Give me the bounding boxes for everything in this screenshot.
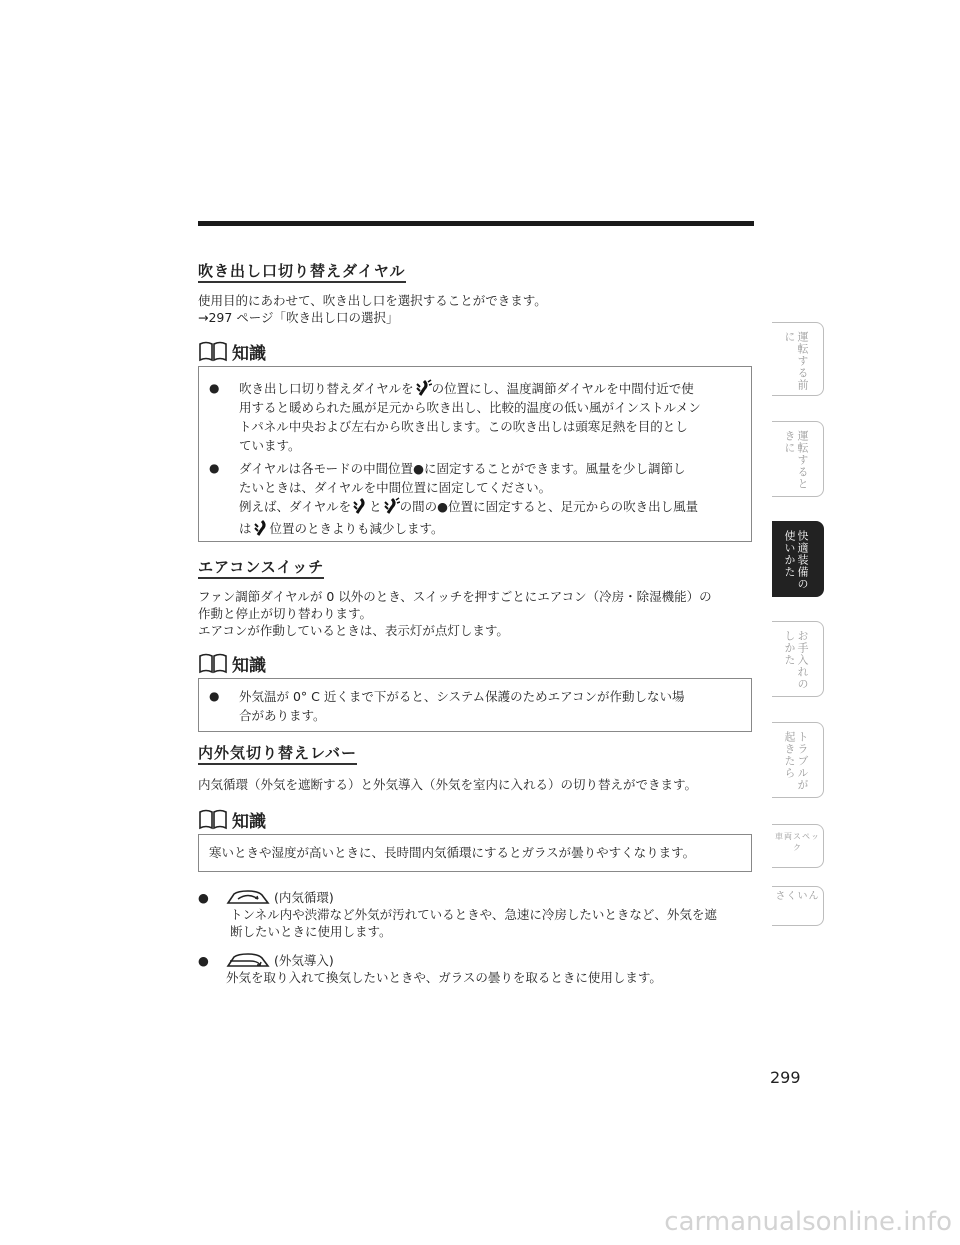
section-title-ac-switch: エアコンスイッチ (198, 558, 324, 579)
header-rule (198, 221, 754, 226)
page-number: 299 (770, 1068, 801, 1087)
tab-comfort-features[interactable]: 快適装備の使いかた (772, 521, 824, 597)
section-desc: ファン調節ダイヤルが 0 以外のとき、スイッチを押すごとにエアコン（冷房・除湿機能）の 作動と停止が切り替わります。 エアコンが作動しているときは、表示灯が点灯します。 (198, 589, 712, 638)
section-desc: 使用目的にあわせて、吹き出し口を選択することができます。 →297 ページ「吹き出し口の選択」 (198, 293, 547, 325)
book-icon (198, 340, 228, 362)
section-title-air-intake-lever: 内外気切り替えレバー (198, 744, 357, 765)
book-icon (198, 808, 228, 830)
list-item: ● 吹き出し口切り替えダイヤルを の位置にし、温度調節ダイヤルを中間付近で使 用すると暖められた風が足元から吹き出し、比較的温度の低い風がインストルメン トパネル中央および左右から吹き出します。この吹き出しは頭寒足熱を目的とし ています。 (209, 381, 701, 453)
tab-while-driving[interactable]: 運転するときに (772, 421, 824, 497)
foot-defrost-mode-icon (382, 497, 400, 515)
foot-mode-icon (252, 519, 270, 537)
knowledge-heading: 知識 (198, 340, 266, 362)
section-title-vent-dial: 吹き出し口切り替えダイヤル (198, 262, 406, 283)
list-item: ● 外気温が 0° C 近くまで下がると、システム保護のためエアコンが作動しない場 合があります。 (209, 689, 685, 723)
knowledge-heading: 知識 (198, 808, 266, 830)
section-desc: 内気循環（外気を遮断する）と外気導入（外気を室内に入れる）の切り替えができます。 (198, 777, 698, 792)
knowledge-box-3: 寒いときや湿度が高いときに、長時間内気循環にするとガラスが曇りやすくなります。 (198, 834, 752, 872)
tab-before-driving[interactable]: 運転する前に (772, 322, 824, 396)
foot-defrost-mode-icon (414, 379, 432, 397)
foot-mode-icon (351, 497, 369, 515)
knowledge-box-2 (198, 678, 752, 732)
list-item-fresh-air: ● (外気導入) 外気を取り入れて換気したいときや、ガラスの曇りを取るときに使用します。 (198, 953, 662, 985)
tab-index[interactable]: さくいん (772, 886, 824, 926)
list-item: ● ダイヤルは各モードの中間位置●に固定することができます。風量を少し調節し たいときは、ダイヤルを中間位置に固定してください。 例えば、ダイヤルを と の間の●位置に固定すると、足元からの吹き出し風量 は 位置のときよりも減少します。 (209, 461, 699, 536)
tab-maintenance[interactable]: お手入れのしかた (772, 621, 824, 697)
list-item-recirculation: ● (内気循環) トンネル内や渋滞など外気が汚れているときや、急速に冷房したいときなど、外気を遮 断したいときに使用します。 (198, 890, 717, 939)
tab-specifications[interactable]: 車両スペック (772, 824, 824, 868)
watermark: carmanualsonline.info (664, 1207, 952, 1237)
fresh-air-icon (226, 952, 270, 970)
knowledge-box-1 (198, 366, 752, 542)
knowledge-heading: 知識 (198, 652, 266, 674)
recirculation-icon (226, 889, 270, 907)
book-icon (198, 652, 228, 674)
tab-troubleshooting[interactable]: トラブルが起きたら (772, 722, 824, 798)
